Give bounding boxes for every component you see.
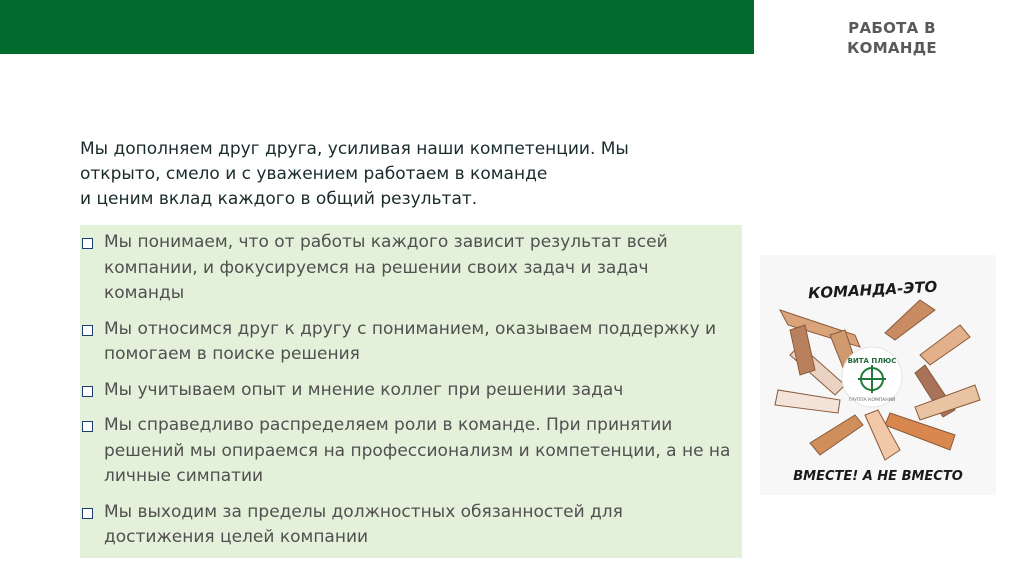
logo-text: ВИТА ПЛЮС — [847, 357, 897, 365]
list-item — [80, 413, 732, 490]
list-item — [80, 378, 732, 404]
illustration-bottom-caption: ВМЕСТЕ! А НЕ ВМЕСТО — [793, 469, 963, 484]
section-title-line-1: РАБОТА В — [848, 19, 936, 37]
team-illustration — [760, 255, 996, 495]
checkbox-bullet-icon — [82, 508, 93, 519]
list-item — [80, 500, 732, 551]
checkbox-bullet-icon — [82, 421, 93, 432]
intro-line-1: Мы дополняем друг друга, усиливая наши компетенции. Мы — [80, 139, 629, 159]
section-title-line-2: КОМАНДЕ — [847, 39, 937, 57]
intro-line-2: открыто, смело и с уважением работаем в команде — [80, 164, 548, 184]
list-item — [80, 317, 732, 368]
checkbox-bullet-icon — [82, 386, 93, 397]
checkbox-bullet-icon — [82, 238, 93, 249]
team-hands-icon — [760, 255, 996, 495]
intro-line-3: и ценим вклад каждого в общий результат. — [80, 189, 478, 209]
list-item-text: Мы справедливо распределяем роли в команде. При принятии решений мы опираемся на профессионализм и компетенции, а не на личные симпатии — [104, 415, 731, 486]
list-item — [80, 230, 732, 307]
header-bar — [0, 0, 754, 54]
principles-list — [80, 225, 742, 551]
checkbox-bullet-icon — [82, 325, 93, 336]
principles-list-box — [80, 225, 742, 558]
list-item-text: Мы понимаем, что от работы каждого зависит результат всей компании, и фокусируемся на решении своих задач и задач команды — [104, 232, 668, 303]
list-item-text: Мы учитываем опыт и мнение коллег при решении задач — [104, 379, 624, 400]
list-item-text: Мы относимся друг к другу с пониманием, оказываем поддержку и помогаем в поиске решения — [104, 318, 717, 364]
list-item-text: Мы выходим за пределы должностных обязанностей для достижения целей компании — [104, 501, 623, 547]
logo-subtext: ГРУППА КОМПАНИЙ — [848, 398, 896, 403]
illustration-top-caption: КОМАНДА-ЭТО — [807, 277, 938, 303]
intro-text — [80, 137, 720, 212]
section-title — [808, 18, 976, 58]
